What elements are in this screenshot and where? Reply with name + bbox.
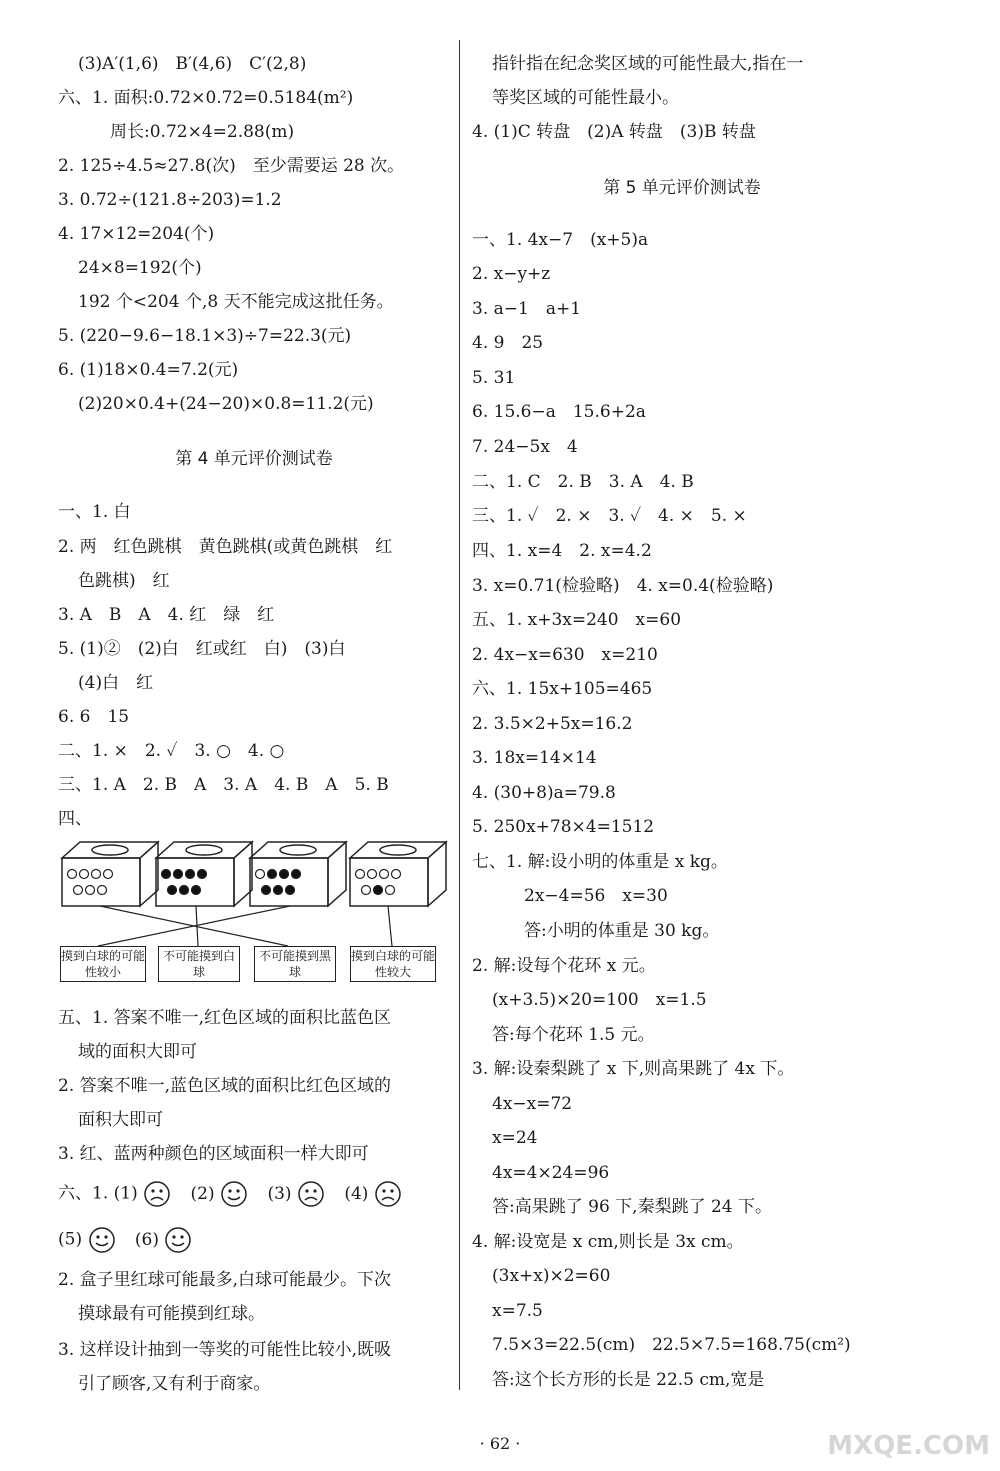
label-box-4: 摸到白球的可能性较大	[350, 946, 436, 982]
answer-label: (6)	[134, 1229, 159, 1250]
answer-label: (5)	[58, 1229, 83, 1250]
answer-line: 五、1. 答案不唯一,红色区域的面积比蓝色区	[58, 1008, 392, 1028]
answer-line: 七、1. 解:设小明的体重是 x kg。	[472, 852, 728, 872]
answer-line: 4x=4×24=96	[492, 1163, 610, 1183]
answer-line: 一、1. 4x−7 (x+5)a	[472, 230, 649, 250]
answer-line: 3. x=0.71(检验略) 4. x=0.4(检验略)	[472, 576, 774, 596]
answer-line: 答:高果跳了 96 下,秦梨跳了 24 下。	[492, 1197, 773, 1217]
answer-line: 2x−4=56 x=30	[524, 886, 668, 906]
column-divider	[459, 40, 460, 1390]
smiley-face-icon	[164, 1226, 192, 1254]
answer-line: 等奖区域的可能性最小。	[492, 88, 679, 108]
answer-label: (2)	[190, 1183, 215, 1204]
answer-line: 3. 18x=14×14	[472, 748, 597, 768]
answer-line: 二、1. C 2. B 3. A 4. B	[472, 472, 694, 492]
answer-line: 3. A B A 4. 红 绿 红	[58, 605, 275, 625]
answer-line: 指针指在纪念奖区域的可能性最大,指在一	[492, 54, 804, 74]
answer-line: 周长:0.72×4=2.88(m)	[110, 122, 295, 142]
answer-line: 3. 这样设计抽到一等奖的可能性比较小,既吸	[58, 1340, 392, 1360]
answer-line: 一、1. 白	[58, 502, 131, 522]
section-title: 第 4 单元评价测试卷	[175, 449, 333, 469]
label-box-1: 摸到白球的可能性较小	[60, 946, 146, 982]
answer-line: 2. 解:设每个花环 x 元。	[472, 956, 656, 976]
answer-line: 答:这个长方形的长是 22.5 cm,宽是	[492, 1370, 765, 1390]
label-box-3: 不可能摸到黑球	[254, 946, 336, 982]
answer-line: 7. 24−5x 4	[472, 437, 578, 457]
answer-line: (x+3.5)×20=100 x=1.5	[492, 990, 707, 1010]
answer-line: 面积大即可	[78, 1110, 163, 1130]
answer-line: 2. x−y+z	[472, 264, 551, 284]
answer-line: 4. 9 25	[472, 333, 544, 353]
answer-line: 2. 两 红色跳棋 黄色跳棋(或黄色跳棋 红	[58, 537, 393, 557]
answer-line: 六、1. 面积:0.72×0.72=0.5184(m²)	[58, 88, 354, 108]
answer-line: 24×8=192(个)	[78, 258, 202, 278]
label-box-2: 不可能摸到白球	[158, 946, 240, 982]
answer-line: 四、	[58, 809, 92, 829]
smiley-answer-row	[58, 1226, 192, 1254]
answer-line: 7.5×3=22.5(cm) 22.5×7.5=168.75(cm²)	[492, 1335, 851, 1355]
answer-line: 3. 红、蓝两种颜色的区域面积一样大即可	[58, 1144, 369, 1164]
answer-line: 192 个<204 个,8 天不能完成这批任务。	[78, 292, 394, 312]
answer-line: 4. 17×12=204(个)	[58, 224, 215, 244]
answer-line: 四、1. x=4 2. x=4.2	[472, 541, 652, 561]
answer-line: x=24	[492, 1128, 538, 1148]
smiley-face-icon	[220, 1180, 248, 1208]
answer-line: 答:小明的体重是 30 kg。	[524, 921, 720, 941]
answer-line: 4. (1)C 转盘 (2)A 转盘 (3)B 转盘	[472, 122, 756, 142]
answer-line: (3x+x)×2=60	[492, 1266, 611, 1286]
answer-line: 五、1. x+3x=240 x=60	[472, 610, 682, 630]
watermark: MXQE.COM	[827, 1431, 990, 1461]
answer-line: 色跳棋) 红	[78, 571, 170, 591]
answer-line: 2. 3.5×2+5x=16.2	[472, 714, 633, 734]
answer-label: (3)	[267, 1183, 292, 1204]
answer-line: 6. 15.6−a 15.6+2a	[472, 402, 646, 422]
smiley-face-icon	[88, 1226, 116, 1254]
answer-line: 4x−x=72	[492, 1094, 573, 1114]
answer-line: x=7.5	[492, 1301, 543, 1321]
answer-line: 三、1. A 2. B A 3. A 4. B A 5. B	[58, 775, 389, 795]
answer-line: (4)白 红	[78, 673, 154, 693]
answer-line: 六、1. 15x+105=465	[472, 679, 653, 699]
answer-line: 2. 4x−x=630 x=210	[472, 645, 658, 665]
answer-line: 5. 250x+78×4=1512	[472, 817, 655, 837]
smiley-answer-row	[58, 1180, 402, 1208]
answer-line: 3. a−1 a+1	[472, 299, 582, 319]
answer-line: 答:每个花环 1.5 元。	[492, 1025, 655, 1045]
answer-line: 三、1. ✓ 2. × 3. ✓ 4. × 5. ×	[472, 506, 747, 526]
answer-line: 2. 盒子里红球可能最多,白球可能最少。下次	[58, 1270, 392, 1290]
sad-face-icon	[143, 1180, 171, 1208]
answer-line: 5. (220−9.6−18.1×3)÷7=22.3(元)	[58, 326, 352, 346]
answer-line: 二、1. × 2. ✓ 3. ○ 4. ○	[58, 741, 285, 761]
answer-line: (3)A′(1,6) B′(4,6) C′(2,8)	[78, 54, 307, 74]
answer-line: 6. 6 15	[58, 707, 130, 727]
answer-line: 引了顾客,又有利于商家。	[78, 1374, 271, 1394]
ball-box-diagram	[58, 838, 448, 996]
sad-face-icon	[297, 1180, 325, 1208]
answer-line: 6. (1)18×0.4=7.2(元)	[58, 360, 239, 380]
answer-line: 3. 0.72÷(121.8÷203)=1.2	[58, 190, 282, 210]
answer-line: 2. 125÷4.5≈27.8(次) 至少需要运 28 次。	[58, 156, 405, 176]
answer-line: 4. (30+8)a=79.8	[472, 783, 616, 803]
answer-label: (4)	[344, 1183, 369, 1204]
answer-line: 域的面积大即可	[78, 1042, 197, 1062]
sad-face-icon	[374, 1180, 402, 1208]
answer-line: 3. 解:设秦梨跳了 x 下,则高果跳了 4x 下。	[472, 1059, 795, 1079]
answer-line: 5. 31	[472, 368, 516, 388]
answer-line: 2. 答案不唯一,蓝色区域的面积比红色区域的	[58, 1076, 392, 1096]
section-title: 第 5 单元评价测试卷	[603, 178, 761, 198]
answer-label: 六、1. (1)	[58, 1183, 138, 1204]
answer-line: 5. (1)② (2)白 红或红 白) (3)白	[58, 639, 346, 659]
answer-line: 4. 解:设宽是 x cm,则长是 3x cm。	[472, 1232, 744, 1252]
page-number: · 62 ·	[479, 1434, 521, 1453]
answer-line: 摸球最有可能摸到红球。	[78, 1304, 265, 1324]
answer-line: (2)20×0.4+(24−20)×0.8=11.2(元)	[78, 394, 374, 414]
